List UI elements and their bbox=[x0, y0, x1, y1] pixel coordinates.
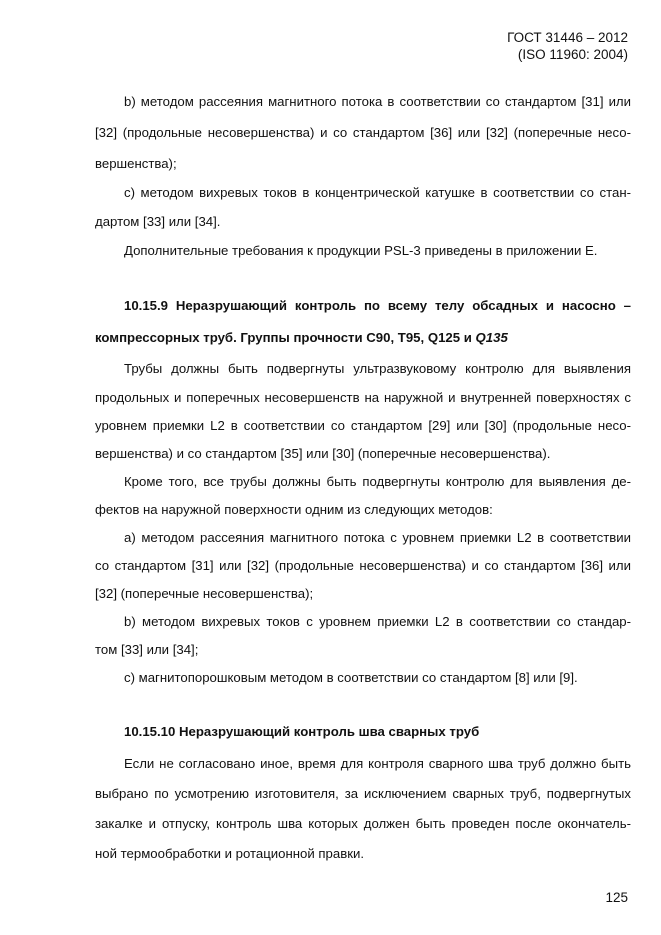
text-line: вершенства); bbox=[95, 156, 177, 171]
text-line: c) методом вихревых токов в концентрической катушке в соответствии со стан- bbox=[124, 185, 631, 200]
iso-reference: (ISO 11960: 2004) bbox=[517, 47, 628, 62]
section-heading-10-15-9: 10.15.9 Неразрушающий контроль по всему телу обсадных и насосно – bbox=[124, 298, 631, 313]
text-line: выбрано по усмотрению изготовителя, за исключением сварных труб, подвергнутых bbox=[95, 786, 631, 801]
section-heading-10-15-9-cont: компрессорных труб. Группы прочности С90, Т95, Q125 и Q135 bbox=[95, 330, 508, 345]
text-line: [32] (поперечные несовершенства); bbox=[95, 586, 314, 601]
text-line: Дополнительные требования к продукции PSL-3 приведены в приложении Е. bbox=[124, 243, 598, 258]
text-line: Кроме того, все трубы должны быть подвергнуты контролю для выявления де- bbox=[124, 474, 631, 489]
section-heading-10-15-10: 10.15.10 Неразрушающий контроль шва сварных труб bbox=[124, 724, 480, 739]
text-line: том [33] или [34]; bbox=[95, 642, 199, 657]
text-line: b) методом вихревых токов с уровнем приемки L2 в соответствии со стандар- bbox=[124, 614, 631, 629]
text-line: Если не согласовано иное, время для контроля сварного шва труб должно быть bbox=[124, 756, 631, 771]
text-line: [32] (продольные несовершенства) и со стандартом [36] или [32] (поперечные несо- bbox=[95, 125, 631, 140]
text-line: фектов на наружной поверхности одним из следующих методов: bbox=[95, 502, 493, 517]
text-line: вершенства) и со стандартом [35] или [30] (поперечные несовершенства). bbox=[95, 446, 551, 461]
standard-code: ГОСТ 31446 – 2012 bbox=[507, 30, 628, 45]
text-line: дартом [33] или [34]. bbox=[95, 214, 221, 229]
text-line: продольных и поперечных несовершенств на наружной и внутренней поверхностях с bbox=[95, 390, 631, 405]
document-header bbox=[507, 29, 628, 63]
text-line: ной термообработки и ротационной правки. bbox=[95, 846, 365, 861]
text-line: c) магнитопорошковым методом в соответствии со стандартом [8] или [9]. bbox=[124, 670, 578, 685]
text-line: со стандартом [31] или [32] (продольные несовершенства) и со стандартом [36] или bbox=[95, 558, 631, 573]
text-line: Трубы должны быть подвергнуты ультразвуковому контролю для выявления bbox=[124, 361, 631, 376]
page-number: 125 bbox=[605, 890, 628, 905]
text-line: b) методом рассеяния магнитного потока в соответствии со стандартом [31] или bbox=[124, 94, 631, 109]
text-line: закалке и отпуску, контроль шва которых должен быть проведен после окончатель- bbox=[95, 816, 631, 831]
text-line: уровнем приемки L2 в соответствии со стандартом [29] или [30] (продольные несо- bbox=[95, 418, 631, 433]
text-line: a) методом рассеяния магнитного потока с уровнем приемки L2 в соответствии bbox=[124, 530, 631, 545]
